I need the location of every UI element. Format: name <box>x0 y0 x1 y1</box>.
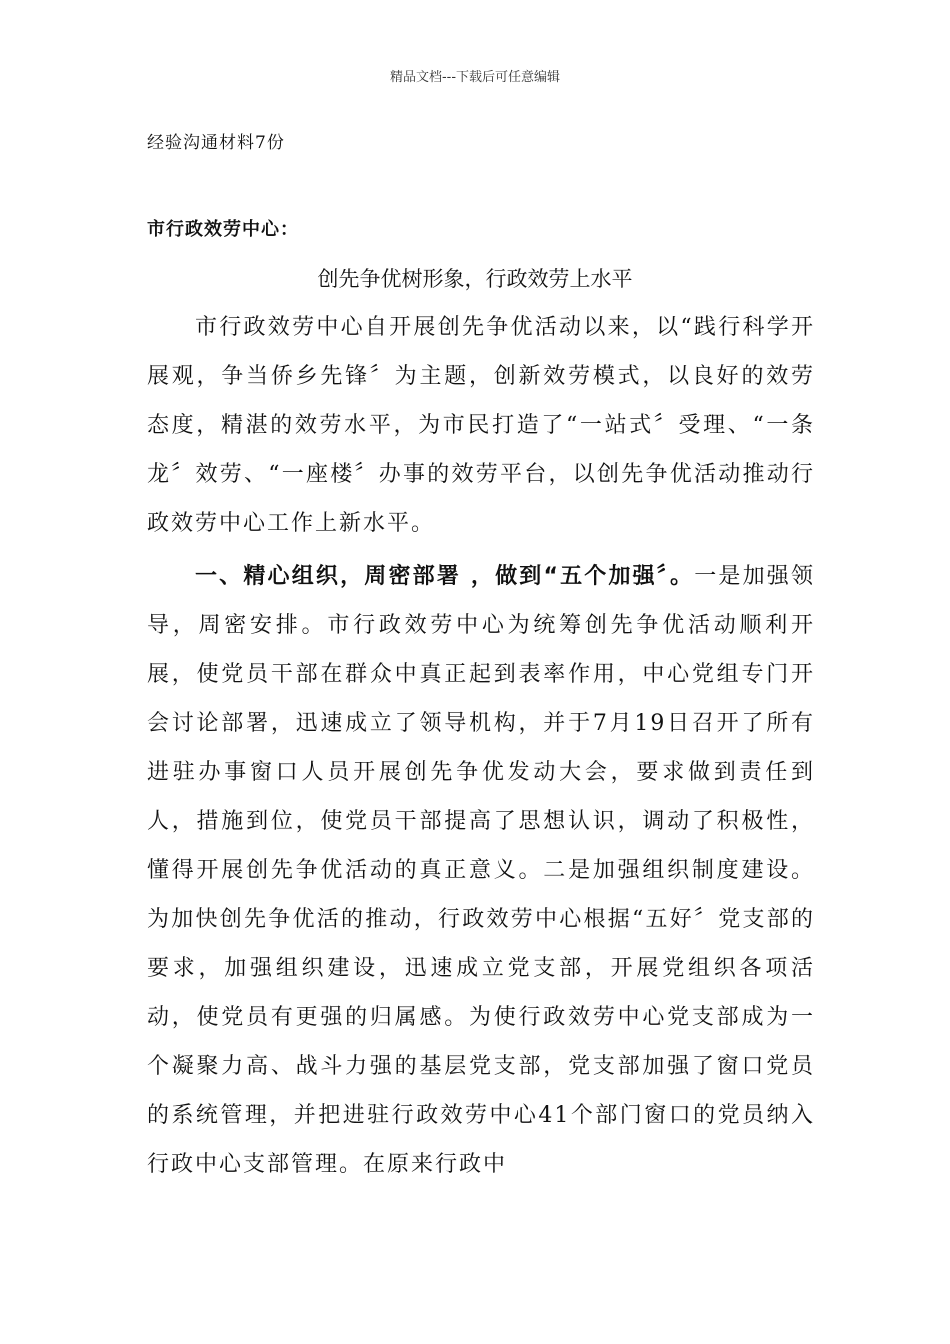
article-heading: 创先争优树形象，行政效劳上水平 <box>317 267 633 291</box>
body-paragraph-section-one <box>147 552 815 1189</box>
document-title: 经验沟通材料7份 <box>147 133 285 153</box>
page-header: 精品文档---下载后可任意编辑 <box>389 70 561 85</box>
section-heading-inline: 一、精心组织，周密部署 ，做到“五个加强〞。 <box>195 564 695 589</box>
paragraph-text: 一是加强领导，周密安排。市行政效劳中心为统筹创先争优活动顺利开展，使党员干部在群众中真正起到表率作用，中心党组专门开会讨论部署，迅速成立了领导机构，并于7月19日召开了所有进驻办事窗口人员开展创先争优发动大会，要求做到责任到人，措施到位，使党员干部提高了思想认识，调动了积极性，懂得开展创先争优活动的真正意义。二是加强组织制度建设。为加快创先争优活的推动，行政效劳中心根据“五好〞党支部的要求，加强组织建设，迅速成立党支部，开展党组织各项活动，使党员有更强的归属感。为使行政效劳中心党支部成为一个凝聚力高、战斗力强的基层党支部，党支部加强了窗口党员的系统管理，并把进驻行政效劳中心41个部门窗口的党员纳入行政中心支部管理。在原来行政中 <box>147 564 815 1177</box>
body-paragraph-intro <box>147 303 815 548</box>
paragraph-text: 市行政效劳中心自开展创先争优活动以来，以“践行科学开展观，争当侨乡先锋〞为主题，创新效劳模式，以良好的效劳态度，精湛的效劳水平，为市民打造了“一站式〞受理、“一条龙〞效劳、“一座楼〞办事的效劳平台，以创先争优活动推动行政效劳中心工作上新水平。 <box>147 315 815 536</box>
organization-label: 市行政效劳中心： <box>147 219 299 240</box>
